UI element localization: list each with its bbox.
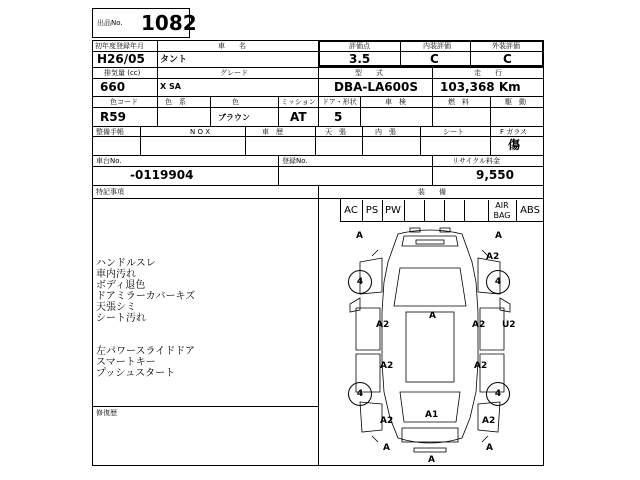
damage-mark: A2 [380,416,394,426]
value-model-name: タント [160,55,188,65]
damage-mark: A2 [474,361,488,371]
damage-mark: A [383,443,390,453]
label-repair: 修復歴 [96,409,117,417]
label-doors-shape: ドア・形状 [322,98,357,106]
damage-mark: A2 [376,320,390,330]
note-item: ドアミラーカバーキズ [96,291,196,302]
label-color-code: 色コード [110,98,138,106]
damage-mark: A [495,231,502,241]
value-color: ブラウン [218,113,250,122]
lot-label: 出品No. [97,19,123,27]
tire-front-left: 4 [348,270,372,294]
value-first-reg: H26/05 [97,52,145,66]
equipment-ac: AC [344,205,358,216]
equipment-row [340,200,544,222]
note-item: スマートキー [96,357,156,368]
label-type: 型 式 [355,69,383,77]
value-exterior: C [503,52,512,66]
damage-mark: A2 [482,416,496,426]
note-item: 左パワースライドドア [96,346,195,357]
value-fglass: 傷 [508,138,521,152]
equipment-ps: PS [365,205,379,216]
label-notes: 特記事項 [96,188,124,196]
label-inspection: 車 検 [385,98,406,106]
value-displacement: 660 [100,80,126,94]
label-chassis: 車台No. [96,157,122,165]
label-model-name: 車 名 [218,42,246,50]
lot-number: 1082 [141,11,197,35]
label-seat: シート [443,128,464,136]
value-chassis: -0119904 [130,168,194,182]
label-fglass: F ガラス [500,128,528,136]
damage-mark: A2 [380,361,394,371]
damage-mark: A2 [472,320,486,330]
value-recycle: 9,550 [476,168,514,182]
tire-rear-right: 4 [486,382,510,406]
label-color: 色 [232,98,239,106]
label-first-reg: 初年度登録年月 [95,42,144,50]
label-displacement: 排気量 (cc) [104,69,141,77]
label-maintenance: 整備手帳 [96,128,124,136]
damage-mark: A [428,455,435,465]
tire-rear-left: 4 [348,382,372,406]
damage-mark: A2 [486,252,500,262]
label-history: 車 歴 [262,128,283,136]
car-diagram [320,222,542,466]
damage-mark: A1 [425,410,439,420]
label-exterior: 外装評価 [492,42,520,50]
value-grade: X SA [160,82,181,91]
label-roof: 天 張 [325,128,346,136]
note-item: シート汚れ [96,313,146,324]
damage-mark: A [486,443,493,453]
label-transmission: ミッション [281,98,316,106]
label-recycle: リサイクル料金 [452,157,501,165]
value-doors: 5 [334,110,343,124]
value-grade-score: 3.5 [349,52,371,66]
label-nox: N O X [190,128,210,136]
note-item: ボディ退色 [96,280,146,291]
note-item: プッシュスタート [96,368,176,379]
label-mileage: 走 行 [474,69,502,77]
label-equipment: 装 備 [418,188,446,196]
label-fuel: 燃 料 [448,98,469,106]
damage-mark: A [429,311,436,321]
lot-box [92,8,197,38]
value-transmission: AT [290,110,307,124]
label-reg-no: 登録No. [282,157,308,165]
damage-mark: U2 [502,320,516,330]
value-color-code: R59 [100,110,126,124]
note-item: 車内汚れ [96,269,136,280]
label-grade: グレード [220,69,248,77]
label-drive: 駆 動 [505,98,526,106]
label-grade-score: 評価点 [349,42,370,50]
equipment-pw: PW [385,205,401,216]
value-mileage: 103,368 Km [440,80,521,94]
note-item: 天張シミ [96,302,136,313]
label-interior: 内装評価 [423,42,451,50]
tire-front-right: 4 [486,270,510,294]
value-interior: C [430,52,439,66]
equipment-airbag: AIR BAG [493,201,511,220]
equipment-abs: ABS [520,205,540,216]
damage-mark: A [356,231,363,241]
label-interior2: 内 張 [375,128,396,136]
value-type: DBA-LA600S [334,80,418,94]
note-item: ハンドルスレ [96,258,156,269]
label-color-system: 色 系 [165,98,186,106]
